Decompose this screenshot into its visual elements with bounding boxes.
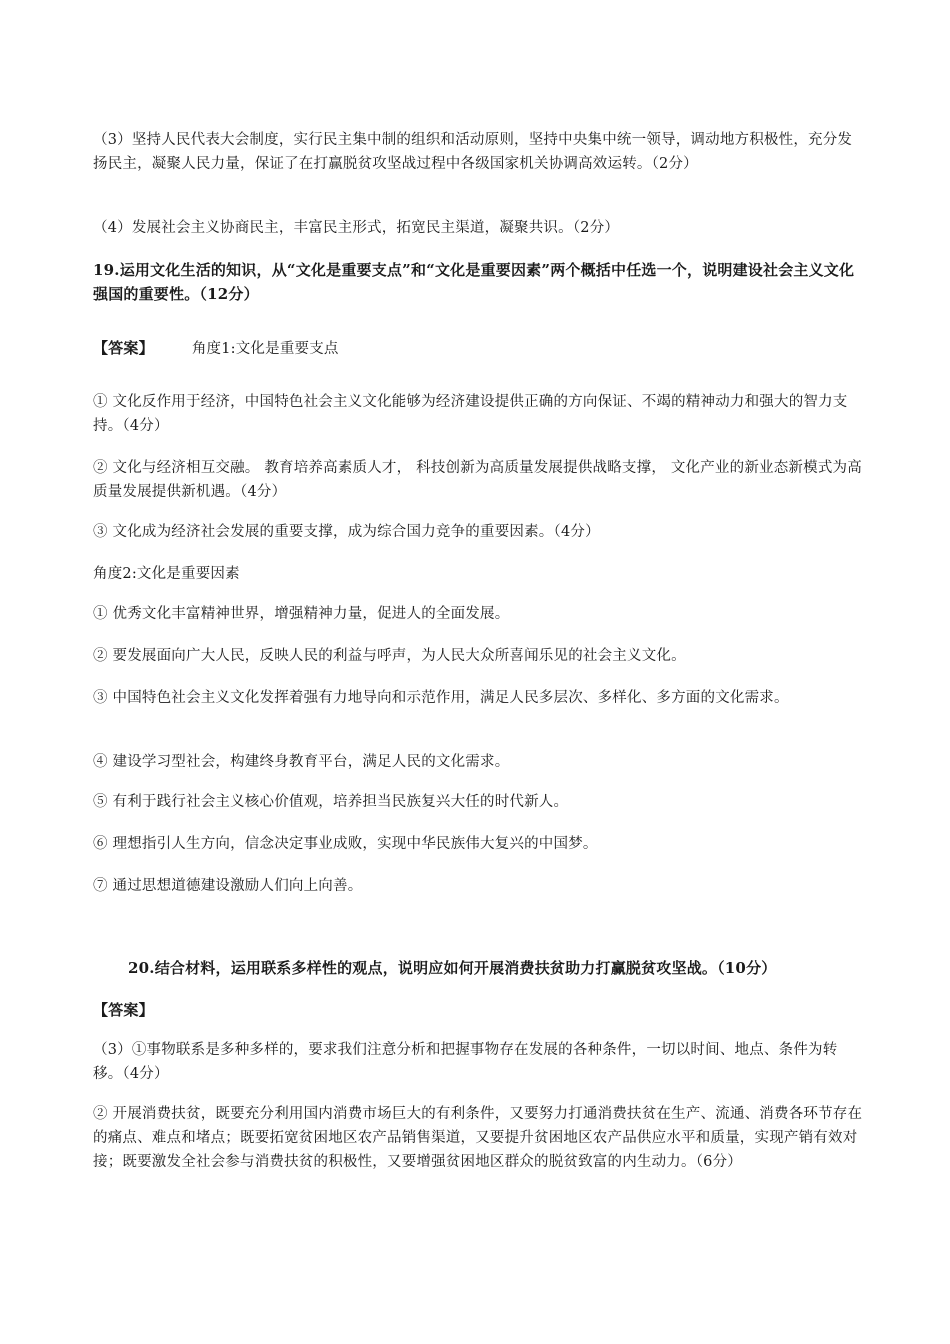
angle-2-item-1: ① 优秀文化丰富精神世界，增强精神力量，促进人的全面发展。 xyxy=(93,606,510,622)
answer-20-item-1: （3）①事物联系是多种多样的，要求我们注意分析和把握事物存在发展的各种条件，一切以时间、地点、条件为转移。（4分） xyxy=(93,1042,838,1082)
answer-19-header xyxy=(93,336,863,361)
angle-2-item-4: ④ 建设学习型社会，构建终身教育平台，满足人民的文化需求。 xyxy=(93,754,510,770)
paragraph-18-4: （4）发展社会主义协商民主，丰富民主形式，拓宽民主渠道，凝聚共识。（2分） xyxy=(93,220,620,236)
question-19: 19.运用文化生活的知识，从“文化是重要支点”和“文化是重要因素”两个概括中任选一个，说明建设社会主义文化强国的重要性。（12分） xyxy=(93,261,855,303)
angle-1-item-3: ③ 文化成为经济社会发展的重要支撑，成为综合国力竞争的重要因素。（4分） xyxy=(93,524,600,540)
angle-2-item-3: ③ 中国特色社会主义文化发挥着强有力地导向和示范作用，满足人民多层次、多样化、多方面的文化需求。 xyxy=(93,690,789,706)
angle-2-item-2: ② 要发展面向广大人民，反映人民的利益与呼声，为人民大众所喜闻乐见的社会主义文化。 xyxy=(93,648,686,664)
angle-2-item-7: ⑦ 通过思想道德建设激励人们向上向善。 xyxy=(93,878,363,894)
angle-1-title: 角度1:文化是重要支点 xyxy=(191,341,339,357)
angle-2-item-5: ⑤ 有利于践行社会主义核心价值观，培养担当民族复兴大任的时代新人。 xyxy=(93,794,569,810)
answer-20-item-2: ② 开展消费扶贫，既要充分利用国内消费市场巨大的有利条件，又要努力打通消费扶贫在生产、流通、消费各环节存在的痛点、难点和堵点；既要拓宽贫困地区农产品销售渠道，又要提升贫困地区农产品供应水平和质量，实现产销有效对接；既要激发全社会参与消费扶贫的积极性，又要增强贫困地区群众的脱贫致富的内生动力。（6分） xyxy=(93,1106,863,1170)
question-20: 20.结合材料，运用联系多样性的观点，说明应如何开展消费扶贫助力打赢脱贫攻坚战。（10分） xyxy=(128,959,777,977)
paragraph-18-3: （3）坚持人民代表大会制度，实行民主集中制的组织和活动原则，坚持中央集中统一领导，调动地方积极性，充分发扬民主，凝聚人民力量，保证了在打赢脱贫攻坚战过程中各级国家机关协调高效运转。（2分） xyxy=(93,132,853,172)
angle-2-item-6: ⑥ 理想指引人生方向，信念决定事业成败，实现中华民族伟大复兴的中国梦。 xyxy=(93,836,598,852)
answer-label: 【答案】 xyxy=(93,339,154,357)
angle-1-item-2: ② 文化与经济相互交融。 教育培养高素质人才， 科技创新为高质量发展提供战略支撑， 文化产业的新业态新模式为高质量发展提供新机遇。（4分） xyxy=(93,460,862,500)
answer-20-label: 【答案】 xyxy=(93,1001,154,1019)
angle-2-title: 角度2:文化是重要因素 xyxy=(93,566,240,582)
angle-1-item-1: ① 文化反作用于经济，中国特色社会主义文化能够为经济建设提供正确的方向保证、不竭的精神动力和强大的智力支持。（4分） xyxy=(93,394,848,434)
